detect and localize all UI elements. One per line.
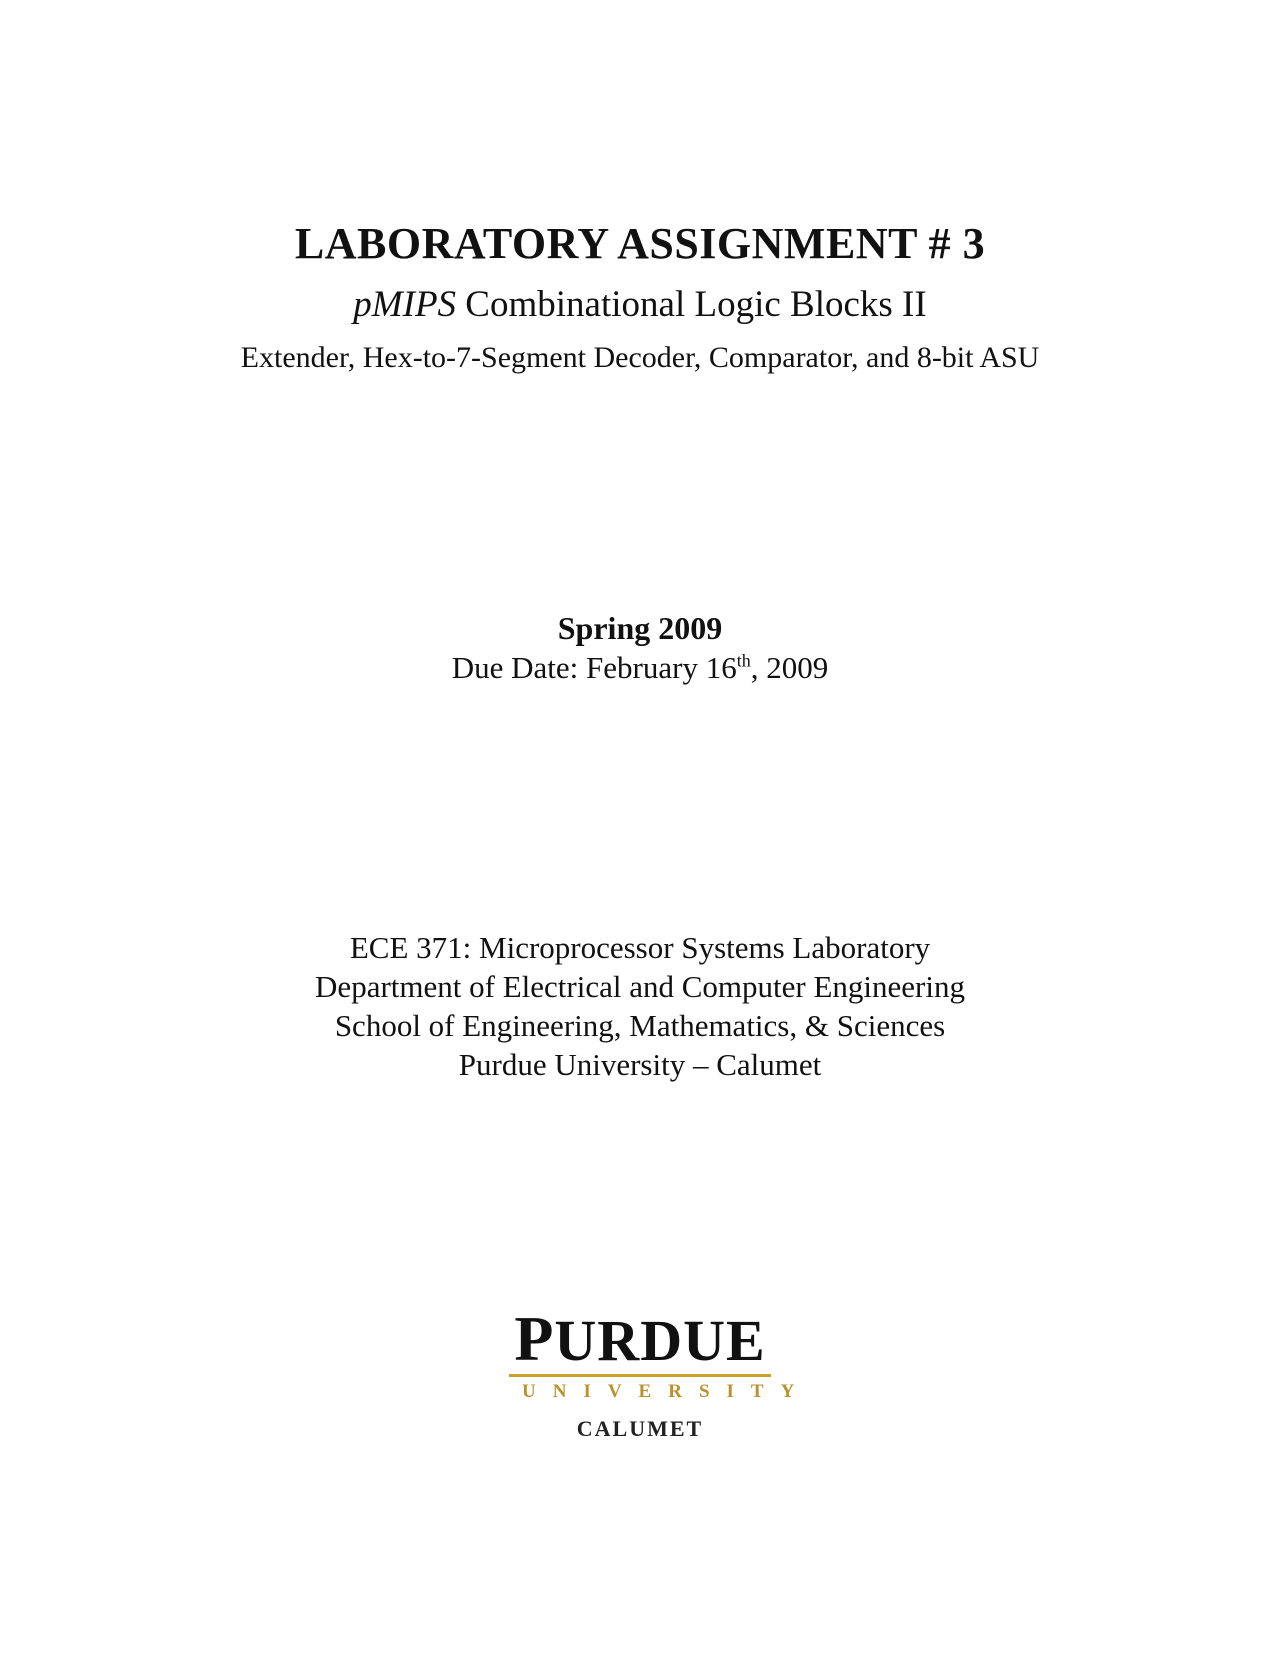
logo-gold-rule	[509, 1374, 771, 1377]
logo-university: UNIVERSITY	[522, 1381, 812, 1402]
due-date-year: , 2009	[750, 650, 829, 685]
school-line: School of Engineering, Mathematics, & Sciences	[334, 1008, 946, 1043]
due-date	[0, 648, 1280, 688]
due-date-ordinal: th	[736, 650, 751, 671]
logo-word-rest: URDUE	[554, 1308, 766, 1373]
due-date-prefix: Due Date: February 16	[451, 650, 737, 685]
university-line: Purdue University – Calumet	[458, 1047, 822, 1082]
document-subtitle	[0, 282, 1280, 328]
department-line: Department of Electrical and Computer Engineering	[315, 969, 965, 1004]
subtitle-rest: Combinational Logic Blocks II	[456, 284, 927, 325]
affiliation-block	[0, 928, 1280, 1084]
subtitle-italic: pMIPS	[353, 284, 457, 325]
logo-wordmark	[505, 1303, 775, 1374]
logo-campus: CALUMET	[576, 1416, 704, 1441]
course-line: ECE 371: Microprocessor Systems Laboratory	[349, 930, 931, 965]
term-label: Spring 2009	[557, 610, 723, 646]
topics-line: Extender, Hex-to-7-Segment Decoder, Comparator, and 8-bit ASU	[240, 341, 1040, 374]
document-title: LABORATORY ASSIGNMENT # 3	[294, 219, 986, 268]
logo-initial: P	[514, 1303, 555, 1374]
purdue-calumet-logo	[505, 1303, 812, 1442]
